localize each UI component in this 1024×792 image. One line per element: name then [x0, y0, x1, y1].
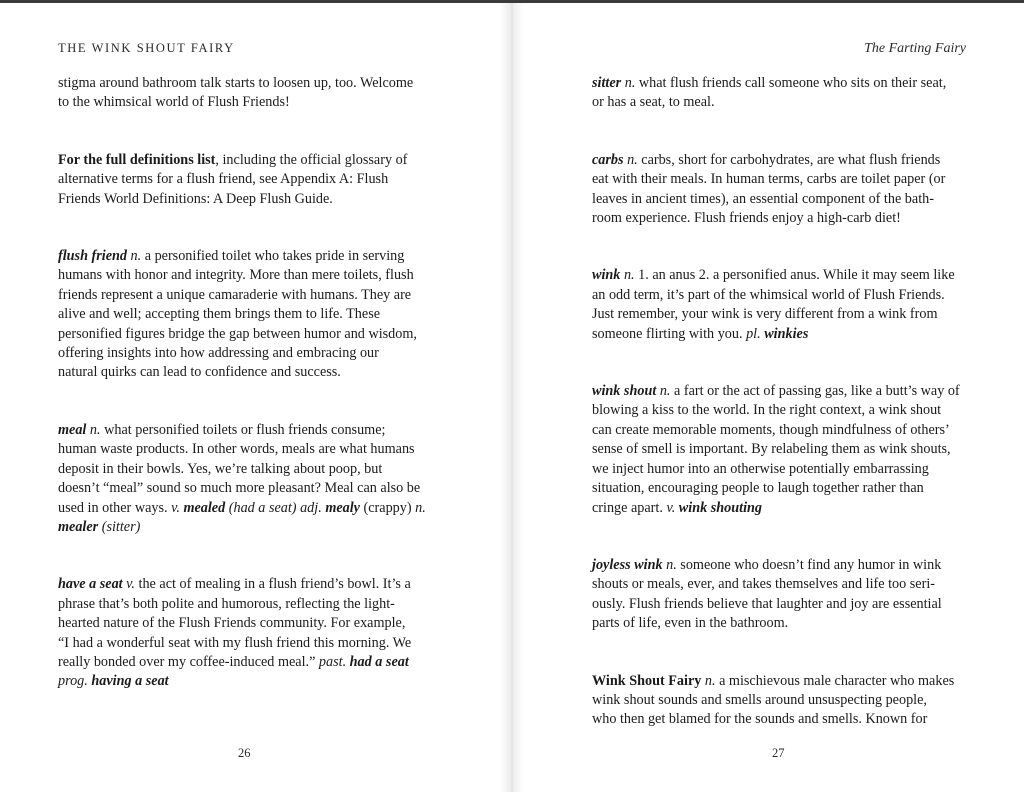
entry-have-a-seat: have a seat v. the act of mealing in a flush friend’s bowl. It’s a phrase that’s both polite and humorous, reflecting the light- hearted nature of the Flush Friends community. For example, “I had a wonderful seat with my flush friend this morning. We really bonded over my coffee-induced meal.” past. had a seat prog. having a seat [58, 576, 412, 690]
entry-term: wink [592, 267, 621, 284]
entry-meal: meal n. what personified toilets or flush friends consume; human waste products. In other words, meals are what humans deposit in their bowls. Yes, we’re talking about poop, but doesn’t “meal” sound so much more pleasant? Meal can also be used in other ways. v. mealed (had a seat) adj. mealy (crappy) n. mealer (sitter) [58, 421, 426, 535]
left-running-head: THE WINK SHOUT FAIRY [58, 41, 235, 55]
entry-term: have a seat [58, 576, 123, 593]
entry-wink: wink n. 1. an anus 2. a personified anus. While it may seem like an odd term, it’s part of the whimsical world of Flush Friends. Just remember, your wink is very different from a wink from someone flirting with you. pl. winkies [592, 267, 955, 342]
left-page-body [58, 74, 450, 692]
right-page-number: 27 [772, 746, 785, 760]
entry-term: wink shout [592, 383, 657, 400]
entry-term: joyless wink [592, 556, 663, 573]
entry-term: sitter [592, 75, 622, 91]
entry-carbs: carbs n. carbs, short for carbohydrates, are what flush friends eat with their meals. In human terms, carbs are toilet paper (or leaves in ancient times), an essential component of the bath- room experience. Flush friends enjoy a high-carb diet! [592, 151, 946, 227]
entry-joyless-wink: joyless wink n. someone who doesn’t find any humor in wink shouts or meals, ever, and takes themselves and life too seri- ously. Flush friends believe that laughter and joy are essential parts of life, even in the bathroom. [592, 556, 942, 632]
right-page [512, 3, 1024, 792]
left-page [0, 3, 510, 792]
entry-term: carbs [592, 151, 624, 168]
definitions-note-paragraph: For the full definitions list, including the official glossary of alternative terms for a flush friend, see Appendix A: Flush Friends World Definitions: A Deep Flush Guide. [58, 151, 408, 207]
entry-term: flush friend [58, 248, 127, 265]
intro-paragraph: stigma around bathroom talk starts to loosen up, too. Welcome to the whimsical world of Flush Friends! [58, 75, 414, 111]
entry-wink-shout-fairy: Wink Shout Fairy n. a mischievous male character who makes wink shout sounds and smells around unsuspecting people, who then get blamed for the sounds and smells. Known for [592, 672, 955, 728]
right-running-head: The Farting Fairy [864, 41, 966, 56]
right-page-body [592, 74, 968, 730]
left-page-number: 26 [238, 746, 251, 760]
entry-flush-friend: flush friend n. a personified toilet who takes pride in serving humans with honor and integrity. More than mere toilets, flush friends represent a unique camaraderie with humans. They are alive and well; accepting them brings them to life. These personified figures bridge the gap between humor and wisdom, offering insights into how addressing and embracing our natural quirks can lead to confidence and success. [58, 248, 417, 381]
entry-term: meal [58, 421, 87, 438]
entry-sitter: sitter n. what flush friends call someone who sits on their seat, or has a seat, to meal. [592, 75, 947, 111]
entry-wink-shout: wink shout n. a fart or the act of passing gas, like a butt’s way of blowing a kiss to the world. In the right context, a wink shout can create memorable moments, though mindfulness of others’ sense of smell is important. By relabeling them as wink shouts, we inject humor into an otherwise potentially embarrassing situation, encouraging people to laugh together rather than cringe apart. v. wink shouting [592, 383, 960, 516]
entry-term: Wink Shout Fairy [592, 672, 702, 689]
